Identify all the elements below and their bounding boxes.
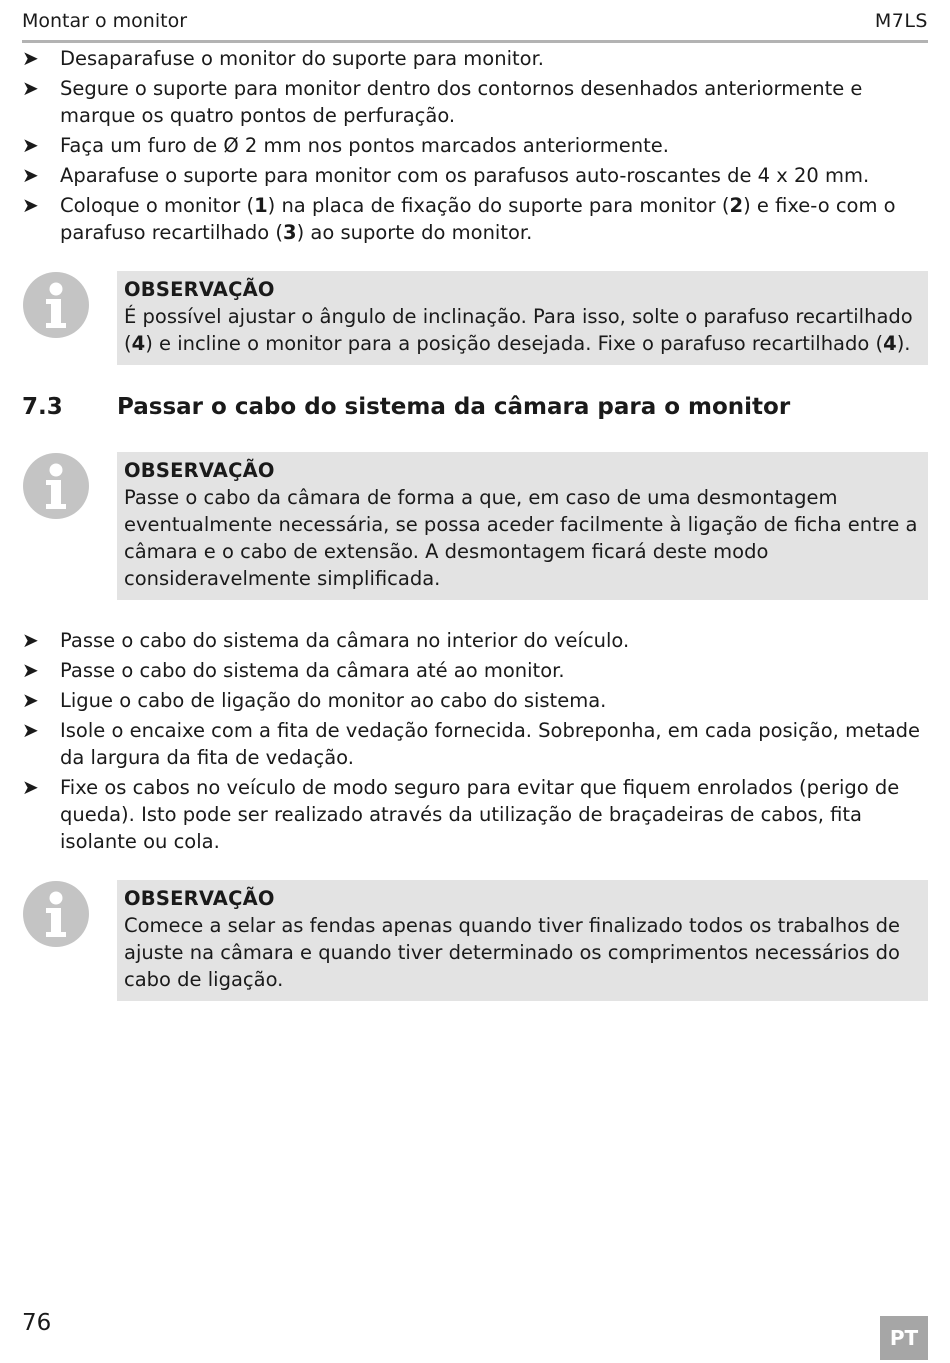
arrow-bullet-icon: ➤ <box>22 628 39 652</box>
note-text: É possível ajustar o ângulo de inclinação. Para isso, solte o parafuso recartilhado (4) e incline o monitor para a posição desejada. Fixe o parafuso recartilhado (4). <box>124 305 913 355</box>
arrow-bullet-icon: ➤ <box>22 658 39 682</box>
note-text: Comece a selar as fendas apenas quando tiver finalizado todos os trabalhos de ajuste na câmara e quando tiver determinado os comprimentos necessários do cabo de ligação. <box>124 914 900 991</box>
step-item: ➤ Coloque o monitor (1) na placa de fixação do suporte para monitor (2) e fixe-o com o parafuso recartilhado (3) ao suporte do monitor. <box>22 193 896 244</box>
arrow-bullet-icon: ➤ <box>22 775 39 799</box>
note-box <box>117 271 928 365</box>
page-header <box>22 8 928 43</box>
note-box <box>117 880 928 1001</box>
section-number: 7.3 <box>22 394 63 420</box>
step-item: ➤ Faça um furo de Ø 2 mm nos pontos marcados anteriormente. <box>22 133 669 157</box>
info-icon <box>22 452 90 520</box>
ref-number: 3 <box>282 221 297 244</box>
arrow-bullet-icon: ➤ <box>22 163 39 187</box>
arrow-bullet-icon: ➤ <box>22 688 39 712</box>
arrow-bullet-icon: ➤ <box>22 133 39 157</box>
cable-steps <box>22 627 928 858</box>
page-number: 76 <box>22 1310 52 1336</box>
step-item: ➤ Passe o cabo do sistema da câmara até ao monitor. <box>22 658 565 682</box>
ref-number: 2 <box>729 194 744 217</box>
header-model: M7LS <box>874 10 928 32</box>
step-item: ➤ Segure o suporte para monitor dentro dos contornos desenhados anteriormente e marque os quatro pontos de perfuração. <box>22 76 863 127</box>
note-title: OBSERVAÇÃO <box>124 278 275 301</box>
note-text: Passe o cabo da câmara de forma a que, em caso de uma desmontagem eventualmente necessária, se possa aceder facilmente à ligação de ficha entre a câmara e o cabo de extensão. A desmontagem ficará deste modo consideravelmente simplificada. <box>124 486 918 590</box>
arrow-bullet-icon: ➤ <box>22 193 39 217</box>
ref-number: 1 <box>254 194 268 217</box>
step-item: ➤ Ligue o cabo de ligação do monitor ao cabo do sistema. <box>22 688 607 712</box>
step-item: ➤ Aparafuse o suporte para monitor com os parafusos auto-roscantes de 4 x 20 mm. <box>22 163 870 187</box>
step-item: ➤ Passe o cabo do sistema da câmara no interior do veículo. <box>22 628 630 652</box>
step-item: ➤ Isole o encaixe com a fita de vedação fornecida. Sobreponha, em cada posição, metade da largura da fita de vedação. <box>22 718 921 769</box>
arrow-bullet-icon: ➤ <box>22 76 39 100</box>
section-title: Passar o cabo do sistema da câmara para o monitor <box>117 394 791 420</box>
arrow-bullet-icon: ➤ <box>22 718 39 742</box>
step-item: ➤ Desaparafuse o monitor do suporte para monitor. <box>22 46 545 70</box>
info-icon <box>22 880 90 948</box>
language-tab: PT <box>880 1316 928 1360</box>
step-item: ➤ Fixe os cabos no veículo de modo seguro para evitar que fiquem enrolados (perigo de queda). Isto pode ser realizado através da utilização de braçadeiras de cabos, fita isolante ou cola. <box>22 775 900 853</box>
header-section-title: Montar o monitor <box>22 10 188 32</box>
arrow-bullet-icon: ➤ <box>22 46 39 70</box>
note-title: OBSERVAÇÃO <box>124 459 275 482</box>
installation-steps <box>22 45 928 249</box>
note-box <box>117 452 928 600</box>
note-title: OBSERVAÇÃO <box>124 887 275 910</box>
info-icon <box>22 271 90 339</box>
